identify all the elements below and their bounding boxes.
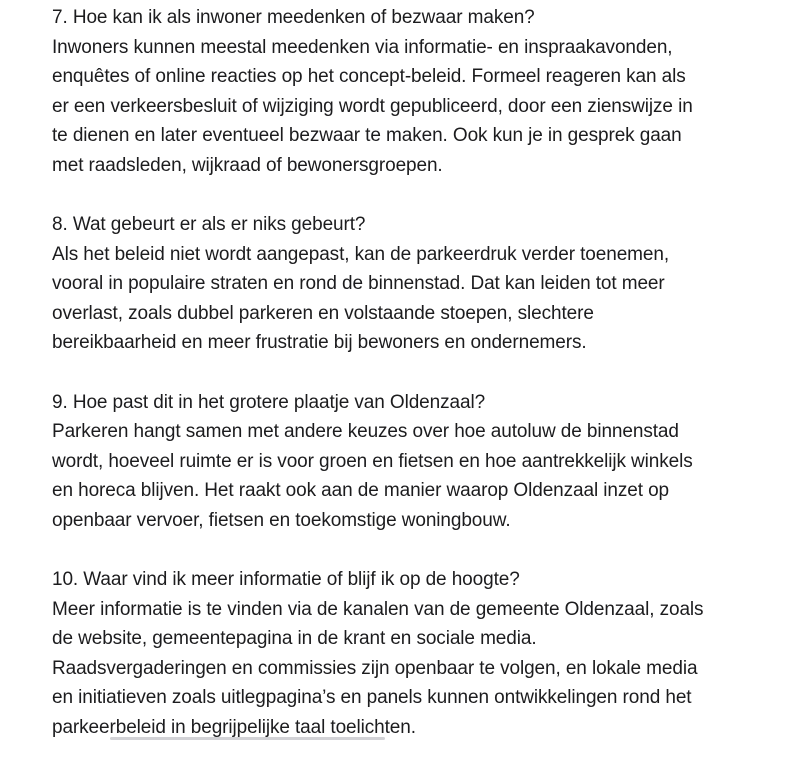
faq-answer-line: de website, gemeentepagina in de krant en sociale media. — [52, 628, 537, 649]
faq-question: 7. Hoe kan ik als inwoner meedenken of bezwaar maken? — [52, 7, 535, 28]
faq-question: 9. Hoe past dit in het grotere plaatje van Oldenzaal? — [52, 391, 486, 413]
faq-item-7 — [52, 3, 792, 180]
faq-answer-line: en horeca blijven. Het raakt ook aan de manier waarop Oldenzaal inzet op — [52, 480, 670, 501]
faq-item-9 — [52, 388, 792, 536]
faq-item-8 — [52, 210, 792, 358]
faq-answer-line: enquêtes of online reacties op het concept-beleid. Formeel reageren kan als — [52, 66, 686, 87]
faq-answer-line: en initiatieven zoals uitlegpagina’s en panels kunnen ontwikkelingen rond het — [52, 687, 692, 708]
faq-answer-line: openbaar vervoer, fietsen en toekomstige woningbouw. — [52, 509, 511, 531]
faq-answer-line: Meer informatie is te vinden via de kanalen van de gemeente Oldenzaal, zoals — [52, 598, 704, 620]
faq-item-10 — [52, 565, 792, 742]
faq-answer-line: met raadsleden, wijkraad of bewonersgroepen. — [52, 154, 443, 176]
faq-answer-line: Raadsvergaderingen en commissies zijn openbaar te volgen, en lokale media — [52, 657, 698, 679]
faq-answer-line: bereikbaarheid en meer frustratie bij bewoners en ondernemers. — [52, 332, 587, 353]
faq-question: 8. Wat gebeurt er als er niks gebeurt? — [52, 214, 366, 235]
faq-answer-line: er een verkeersbesluit of wijziging wordt gepubliceerd, door een zienswijze in — [52, 95, 693, 117]
faq-question: 10. Waar vind ik meer informatie of blijf ik op de hoogte? — [52, 569, 520, 590]
faq-answer-line: te dienen en later eventueel bezwaar te maken. Ook kun je in gesprek gaan — [52, 125, 682, 146]
faq-answer-line: Als het beleid niet wordt aangepast, kan de parkeerdruk verder toenemen, — [52, 243, 670, 265]
faq-answer-line: overlast, zoals dubbel parkeren en volstaande stoepen, slechtere — [52, 302, 594, 324]
faq-answer-line: vooral in populaire straten en rond de binnenstad. Dat kan leiden tot meer — [52, 273, 665, 294]
faq-answer-line: wordt, hoeveel ruimte er is voor groen en fietsen en hoe aantrekkelijk winkels — [52, 450, 693, 472]
faq-document — [52, 3, 792, 772]
faq-answer-line: Parkeren hangt samen met andere keuzes over hoe autoluw de binnenstad — [52, 421, 679, 442]
faq-answer-line: Inwoners kunnen meestal meedenken via informatie- en inspraakavonden, — [52, 36, 673, 58]
faq-answer-line: parkeerbeleid in begrijpelijke taal toelichten. — [52, 716, 416, 738]
